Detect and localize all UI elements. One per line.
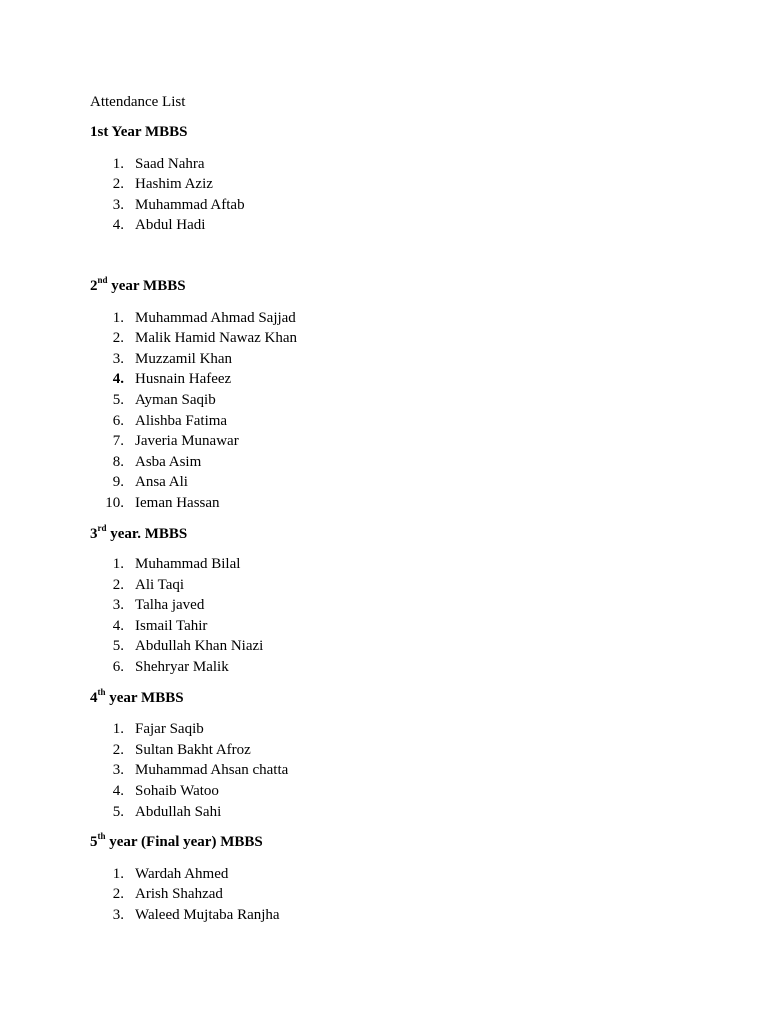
document-title: Attendance List [90, 94, 186, 110]
section-heading: 2nd year MBBS [90, 274, 186, 294]
student-list [90, 554, 690, 678]
list-item: 3. Muzzamil Khan [112, 350, 233, 367]
list-item: 9. Ansa Ali [112, 474, 188, 491]
document-page [90, 92, 690, 926]
list-item: 1. Muhammad Bilal [112, 556, 241, 573]
section-year-5 [90, 832, 690, 925]
section-year-3 [90, 524, 690, 678]
list-item: 4. Ismail Tahir [112, 617, 208, 634]
section-heading: 3rd year. MBBS [90, 522, 188, 542]
list-item: 5. Ayman Saqib [112, 391, 216, 408]
list-item: 10. Ieman Hassan [105, 494, 220, 511]
student-list [90, 864, 690, 926]
list-item: 4. Sohaib Watoo [112, 783, 219, 800]
list-item: 6. Alishba Fatima [112, 412, 228, 429]
list-item: 1. Wardah Ahmed [112, 865, 229, 882]
list-item: 3. Talha javed [112, 597, 205, 614]
list-item: 1. Saad Nahra [112, 155, 205, 172]
list-item: 5. Abdullah Khan Niazi [112, 638, 264, 655]
list-item: 8. Asba Asim [112, 453, 202, 470]
student-list [90, 719, 690, 822]
list-item: 6. Shehryar Malik [112, 659, 229, 676]
list-item: 2. Sultan Bakht Afroz [112, 741, 251, 758]
list-item: 3. Waleed Mujtaba Ranjha [112, 907, 280, 923]
list-item: 2. Hashim Aziz [112, 176, 213, 193]
list-item: 1. Fajar Saqib [112, 721, 204, 738]
list-item: 3. Muhammad Ahsan chatta [112, 762, 289, 779]
section-year-4 [90, 688, 690, 823]
list-item: 5. Abdullah Sahi [112, 803, 222, 820]
section-year-1 [90, 122, 690, 236]
list-item: 1. Muhammad Ahmad Sajjad [112, 309, 296, 326]
list-item: 4. Husnain Hafeez [112, 371, 232, 388]
list-item: 2. Malik Hamid Nawaz Khan [112, 330, 298, 347]
section-heading: 4th year MBBS [90, 686, 184, 706]
student-list [90, 154, 690, 236]
list-item: 2. Arish Shahzad [112, 886, 223, 903]
list-item: 4. Abdul Hadi [112, 217, 206, 234]
list-item: 3. Muhammad Aftab [112, 196, 245, 213]
student-list [90, 308, 690, 514]
section-heading: 5th year (Final year) MBBS [90, 831, 263, 851]
list-item: 2. Ali Taqi [112, 576, 185, 593]
section-heading: 1st Year MBBS [90, 124, 188, 140]
list-item: 7. Javeria Munawar [112, 433, 239, 450]
section-year-2 [90, 276, 690, 514]
